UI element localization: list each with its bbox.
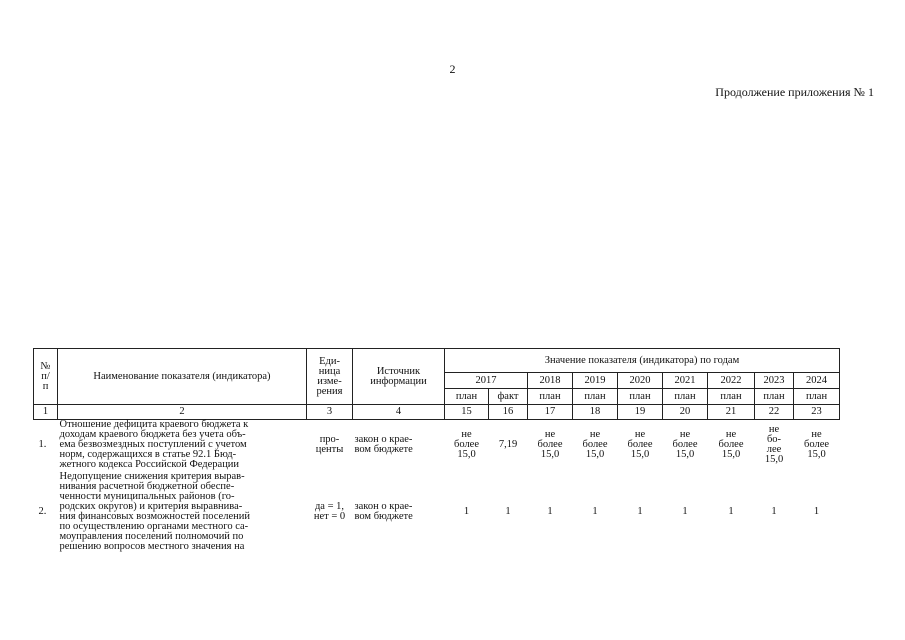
value-cell: 1 xyxy=(505,506,511,517)
value-cell: 7,19 xyxy=(498,439,518,450)
indicator-unit: да = 1, нет = 0 xyxy=(313,501,346,522)
header-year: 2022 xyxy=(708,373,755,389)
header-year: 2019 xyxy=(573,373,618,389)
column-number: 18 xyxy=(573,405,618,420)
indicator-source: закон о крае- вом бюджете xyxy=(354,501,413,522)
indicators-table xyxy=(33,348,840,552)
value-cell: 1 xyxy=(592,506,598,517)
page-number: 2 xyxy=(449,62,456,76)
row-number: 1. xyxy=(38,439,47,450)
indicator-source: закон о крае- вом бюджете xyxy=(354,434,413,455)
header-unit: Еди- ница изме- рения xyxy=(307,349,353,405)
value-cell: 1 xyxy=(813,506,820,517)
row-number: 2. xyxy=(38,506,47,517)
indicator-name: Недопущение снижения критерия вырав- нивания расчетной бюджетной обеспе- ченности муниципальных районов (го- родских округов) и критерия выравнива- ния финансовых возможностей поселений по осуществлению органами местного са- моуправления поселений полномочий по решению вопросов местного значения на xyxy=(59,471,250,552)
column-number: 2 xyxy=(58,405,307,420)
column-number: 3 xyxy=(307,405,353,420)
table-row xyxy=(34,420,840,471)
header-plan: план xyxy=(708,389,755,405)
header-plan: план xyxy=(528,389,573,405)
value-cell: не бо- лее 15,0 xyxy=(764,424,784,465)
indicator-name: Отношение дефицита краевого бюджета к доходам краевого бюджета без учета объ- ема безвозмездных поступлений с учетом норм, содержащихся в статье 92.1 Бюд- жетного кодекса Российской Федерации xyxy=(59,419,249,470)
value-cell: 1 xyxy=(547,506,553,517)
column-number: 19 xyxy=(618,405,663,420)
value-cell: 1 xyxy=(637,506,643,517)
column-number: 15 xyxy=(445,405,489,420)
value-cell: не более 15,0 xyxy=(718,429,744,460)
header-year: 2020 xyxy=(618,373,663,389)
header-fact: факт xyxy=(489,389,528,405)
header-plan: план xyxy=(663,389,708,405)
value-cell: не более 15,0 xyxy=(627,429,653,460)
value-cell: 1 xyxy=(728,506,734,517)
table-row xyxy=(34,472,840,552)
column-number: 4 xyxy=(353,405,445,420)
column-number: 21 xyxy=(708,405,755,420)
header-indicator-name: Наименование показателя (индикатора) xyxy=(58,349,307,405)
value-cell: не более 15,0 xyxy=(672,429,698,460)
value-cell: 1 xyxy=(463,506,470,517)
header-year: 2024 xyxy=(794,373,840,389)
header-plan: план xyxy=(755,389,794,405)
column-number: 1 xyxy=(34,405,58,420)
value-cell: не более 15,0 xyxy=(804,429,830,460)
header-year: 2018 xyxy=(528,373,573,389)
header-year: 2021 xyxy=(663,373,708,389)
column-number: 20 xyxy=(663,405,708,420)
value-cell: не более 15,0 xyxy=(537,429,563,460)
header-plan: план xyxy=(445,389,489,405)
header-plan: план xyxy=(618,389,663,405)
indicator-unit: про- центы xyxy=(315,434,344,455)
header-source: Источник информации xyxy=(353,349,445,405)
value-cell: не более 15,0 xyxy=(582,429,608,460)
value-cell: 1 xyxy=(682,506,688,517)
column-number: 17 xyxy=(528,405,573,420)
value-cell: 1 xyxy=(771,506,777,517)
column-number: 23 xyxy=(794,405,840,420)
value-cell: не более 15,0 xyxy=(453,429,479,460)
column-number: 22 xyxy=(755,405,794,420)
header-year: 2023 xyxy=(755,373,794,389)
header-number: № п/ п xyxy=(34,349,58,405)
header-plan: план xyxy=(573,389,618,405)
header-year: 2017 xyxy=(445,373,528,389)
appendix-continuation-label: Продолжение приложения № 1 xyxy=(715,85,874,99)
header-values-by-year: Значение показателя (индикатора) по годам xyxy=(445,349,840,373)
header-plan: план xyxy=(794,389,840,405)
column-number: 16 xyxy=(489,405,528,420)
